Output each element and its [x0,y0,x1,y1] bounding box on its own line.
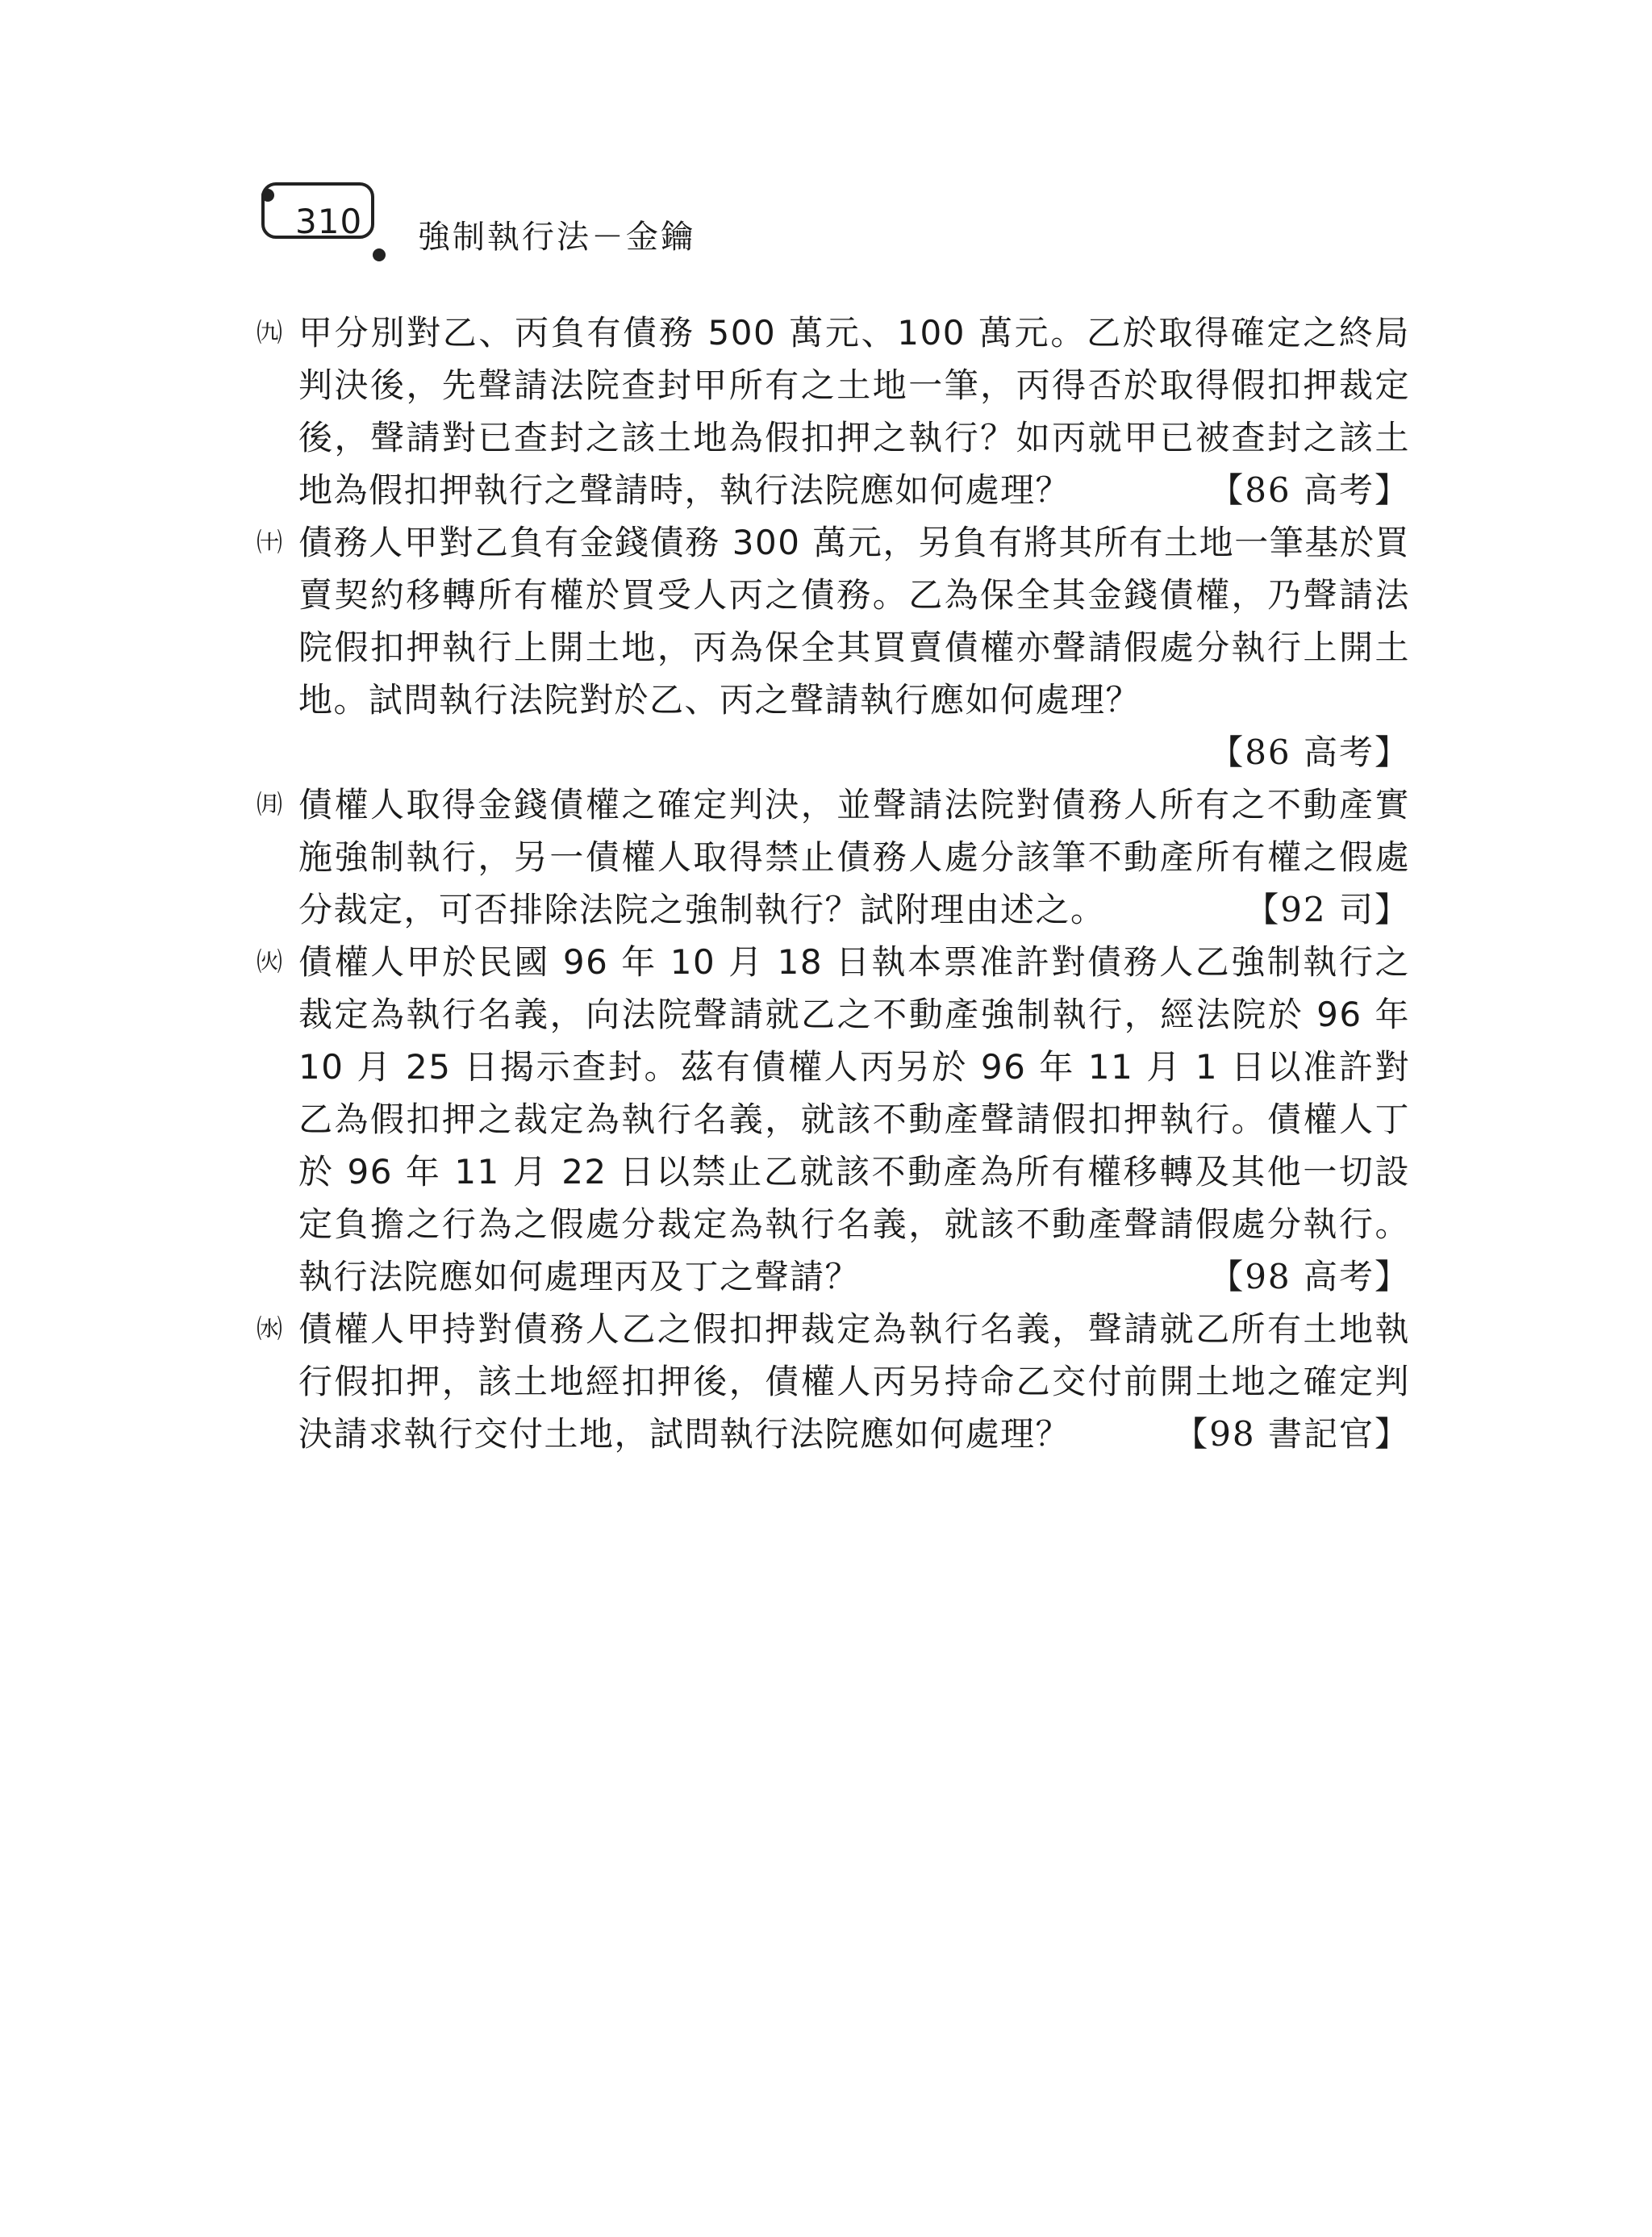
exam-source: 【98 書記官】 [1174,1414,1410,1454]
question-list [257,307,1410,1460]
question-number: ㈬ [257,1313,284,1344]
book-title: 強制執行法－金鑰 [418,219,695,256]
question-item [257,778,1410,936]
question-item [257,307,1410,516]
question-text: 債務人甲對乙負有金錢債務 300 萬元，另負有將其所有土地一筆基於買賣契約移轉所有權於買受人丙之債務。乙為保全其金錢債權，乃聲請法院假扣押執行上開土地，丙為保全其買賣債權亦聲請假處分執行上開土地。試問執行法院對於乙、丙之聲請執行應如何處理？ [298,523,1410,720]
question-number: ㈨ [257,317,284,348]
question-text: 債權人甲於民國 96 年 10 月 18 日執本票准許對債務人乙強制執行之裁定為執行名義，向法院聲請就乙之不動產強制執行，經法院於 96 年 10 月 25 日揭示查封。茲有債權人丙另於 96 年 11 月 1 日以准許對乙為假扣押之裁定為執行名義，就該不動產聲請假扣押執行。債權人丁於 96 年 11 月 22 日以禁止乙就該不動產為所有權移轉及其他一切設定負擔之行為之假處分裁定為執行名義，就該不動產聲請假處分執行。執行法院應如何處理丙及丁之聲請？ [298,942,1410,1296]
page-header [257,171,821,260]
question-text: 債權人甲持對債務人乙之假扣押裁定為執行名義，聲請就乙所有土地執行假扣押，該土地經扣押後，債權人丙另持命乙交付前開土地之確定判決請求執行交付土地，試問執行法院應如何處理？ [298,1309,1410,1454]
question-text: 甲分別對乙、丙負有債務 500 萬元、100 萬元。乙於取得確定之終局判決後，先聲請法院查封甲所有之土地一筆，丙得否於取得假扣押裁定後，聲請對已查封之該土地為假扣押之執行？如丙就甲已被查封之該土地為假扣押執行之聲請時，執行法院應如何處理？ [298,313,1410,510]
badge-dot-top-left [261,189,274,202]
exam-source: 【98 高考】 [1209,1257,1410,1296]
exam-source: 【86 高考】 [1209,470,1410,510]
exam-source: 【92 司】 [1245,890,1410,929]
question-number: ㈫ [257,946,284,977]
badge-dot-bottom-right [373,248,386,261]
page-number-badge [261,182,374,239]
question-text: 債權人取得金錢債權之確定判決，並聲請法院對債務人所有之不動產實施強制執行，另一債權人取得禁止債務人處分該筆不動產所有權之假處分裁定，可否排除法院之強制執行？試附理由述之。 [298,785,1410,929]
page-number: 310 [295,202,363,241]
question-item [257,516,1410,778]
question-item [257,1303,1410,1460]
question-number: ㈪ [257,789,284,820]
exam-source: 【86 高考】 [1209,732,1410,772]
question-item [257,936,1410,1303]
question-number: ㈩ [257,527,284,557]
